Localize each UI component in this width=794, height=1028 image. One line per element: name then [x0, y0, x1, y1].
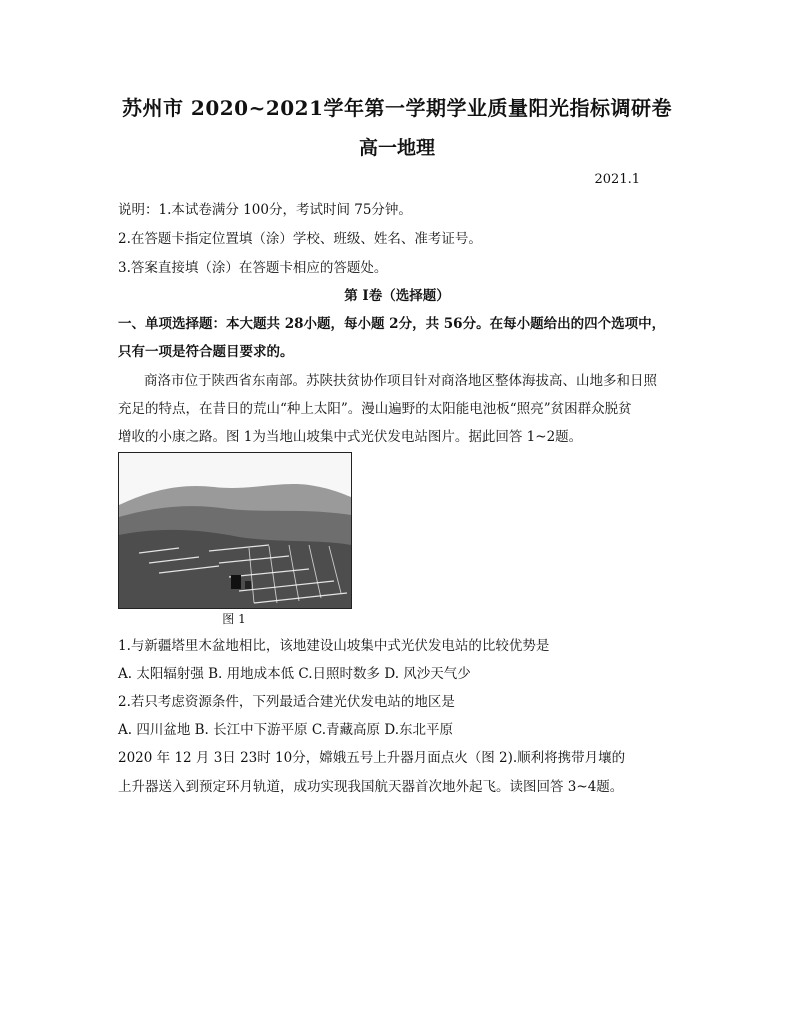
passage-line: 2020 年 12 月 3日 23时 10分，嫦娥五号上升器月面点火（图 2).顺利将携带月壤的	[118, 750, 626, 766]
section-heading: 一、单项选择题：本大题共 28小题，每小题 2分，共 56分。在每小题给出的四个选项中，	[118, 316, 666, 332]
page-title: 苏州市 2020~2021学年第一学期学业质量阳光指标调研卷	[121, 96, 673, 120]
figure-1-caption: 图 1	[222, 612, 246, 626]
question-options: A. 太阳辐射强 B. 用地成本低 C.日照时数多 D. 风沙天气少	[118, 666, 471, 682]
passage-line: 充足的特点，在昔日的荒山“种上太阳”。漫山遍野的太阳能电池板“照亮”贫困群众脱贫	[118, 401, 632, 417]
section-heading: 只有一项是符合题目要求的。	[118, 344, 294, 360]
instruction-line: 说明：1.本试卷满分 100分，考试时间 75分钟。	[118, 202, 412, 218]
exam-date: 2021.1	[594, 172, 640, 187]
figure-1-photo	[118, 452, 352, 609]
question-stem: 1.与新疆塔里木盆地相比，该地建设山坡集中式光伏发电站的比较优势是	[118, 638, 550, 654]
passage-line: 商洛市位于陕西省东南部。苏陕扶贫协作项目针对商洛地区整体海拔高、山地多和日照	[144, 373, 657, 389]
question-stem: 2.若只考虑资源条件，下列最适合建光伏发电站的地区是	[118, 694, 455, 710]
instruction-line: 3.答案直接填（涂）在答题卡相应的答题处。	[118, 260, 388, 276]
section-title: 第 I卷（选择题）	[344, 288, 450, 304]
instruction-line: 2.在答题卡指定位置填（涂）学校、班级、姓名、准考证号。	[118, 231, 482, 247]
question-options: A. 四川盆地 B. 长江中下游平原 C.青藏高原 D.东北平原	[118, 722, 453, 738]
passage-line: 上升器送入到预定环月轨道，成功实现我国航天器首次地外起飞。读图回答 3~4题。	[118, 779, 624, 795]
passage-line: 增收的小康之路。图 1为当地山坡集中式光伏发电站图片。据此回答 1~2题。	[118, 429, 583, 445]
page-subtitle: 高一地理	[358, 137, 435, 159]
